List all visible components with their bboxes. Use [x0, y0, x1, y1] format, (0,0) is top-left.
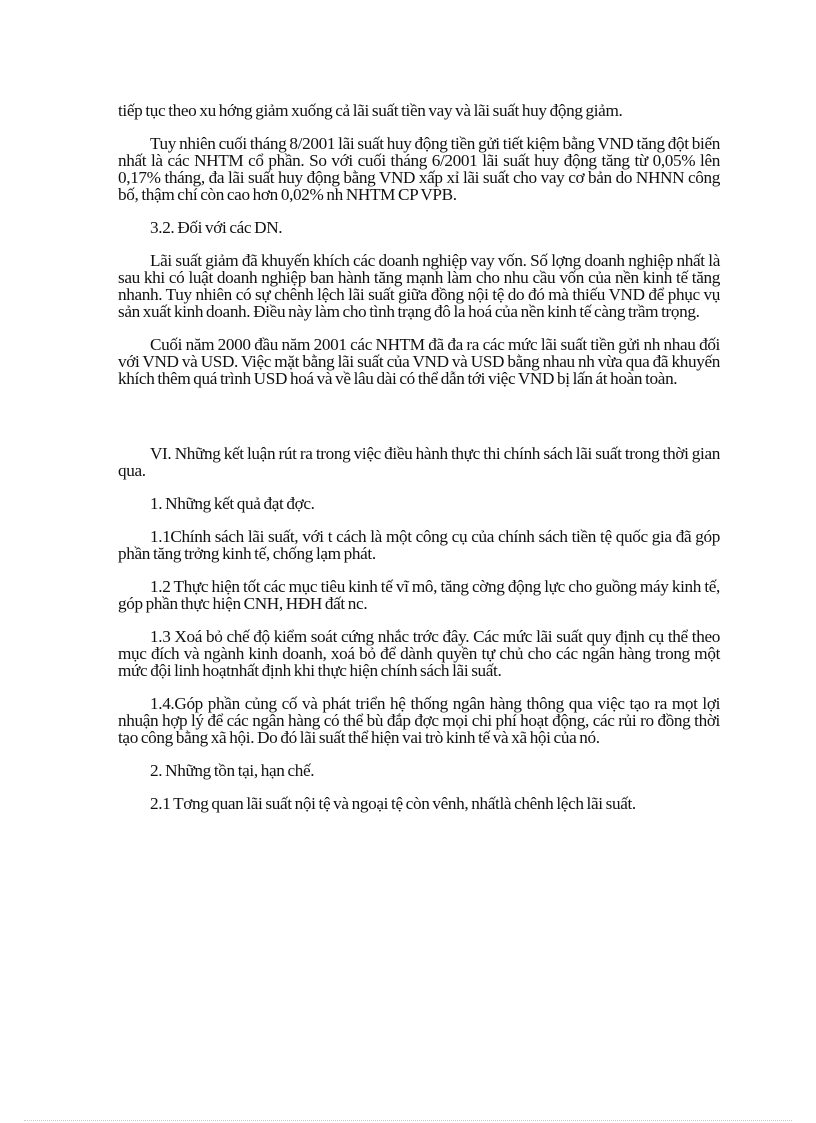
paragraph-1-3: 1.3 Xoá bỏ chế độ kiểm soát cứng nhắc trớc đây. Các mức lãi suất quy định cụ thể theo mục đích và ngành kinh doanh, xoá bỏ để dành quyền tự chủ cho các ngân hàng trong một mức đội linh hoạtnhất định khi thực hiện chính sách lãi suất.: [118, 627, 720, 680]
section-heading-vi: VI. Những kết luận rút ra trong việc điều hành thực thi chính sách lãi suất trong thời gian qua.: [118, 444, 720, 480]
paragraph-1-4: 1.4.Góp phần củng cố và phát triển hệ thống ngân hàng thông qua việc tạo ra mọt lợi nhuận hợp lý để các ngân hàng có thể bù đắp đợc mọi chi phí hoạt động, các rủi ro đồng thời tạo công bằng xã hội. Do đó lãi suất thể hiện vai trò kinh tế và xã hội của nó.: [118, 694, 720, 747]
paragraph-1-1: 1.1Chính sách lãi suất, với t cách là một công cụ của chính sách tiền tệ quốc gia đã góp phần tăng trởng kinh tế, chống lạm phát.: [118, 527, 720, 563]
page-bottom-divider: [24, 1120, 792, 1121]
paragraph-august-2001: Tuy nhiên cuối tháng 8/2001 lãi suất huy động tiền gửi tiết kiệm bằng VND tăng đột biến nhất là các NHTM cổ phần. So với cuối tháng 6/2001 lãi suất huy động tăng từ 0,05% lên 0,17% tháng, đa lãi suất huy động bằng VND xấp xỉ lãi suất cho vay cơ bản do NHNN công bố, thậm chí còn cao hơn 0,02% nh NHTM CP VPB.: [118, 134, 720, 204]
section-heading-limitations: 2. Những tồn tại, hạn chế.: [150, 761, 315, 780]
section-heading-results: 1. Những kết quả đạt đợc.: [150, 494, 315, 513]
paragraph-1-2: 1.2 Thực hiện tốt các mục tiêu kinh tế vĩ mô, tăng cờng động lực cho guồng máy kinh tế, góp phần thực hiện CNH, HĐH đất nc.: [118, 577, 720, 613]
paragraph-enterprise-loans: Lãi suất giảm đã khuyến khích các doanh nghiệp vay vốn. Số lợng doanh nghiệp nhất là sau khi có luật doanh nghiệp ban hành tăng mạnh làm cho nhu cầu vốn của nền kinh tế tăng nhanh. Tuy nhiên có sự chênh lệch lãi suất giữa đồng nội tệ do đó mà thiếu VND để phục vụ sản xuất kinh doanh. Điều này làm cho tình trạng đô la hoá của nền kinh tế càng trầm trọng.: [118, 251, 720, 321]
paragraph-interest-trend: tiếp tục theo xu hớng giảm xuống cả lãi suất tiền vay và lãi suất huy động giảm.: [118, 101, 623, 120]
paragraph-usd-vnd-rates: Cuối năm 2000 đầu năm 2001 các NHTM đã đa ra các mức lãi suất tiền gửi nh nhau đối với VND và USD. Việc mặt bằng lãi suất của VND và USD bằng nhau nh vừa qua đã khuyến khích thêm quá trình USD hoá và về lâu dài có thể dẫn tới việc VND bị lấn át hoàn toàn.: [118, 335, 720, 388]
paragraph-2-1: 2.1 Tơng quan lãi suất nội tệ và ngoại tệ còn vênh, nhấtlà chênh lệch lãi suất.: [150, 794, 636, 813]
section-heading-3-2: 3.2. Đối với các DN.: [150, 218, 283, 237]
document-page: [118, 102, 720, 828]
